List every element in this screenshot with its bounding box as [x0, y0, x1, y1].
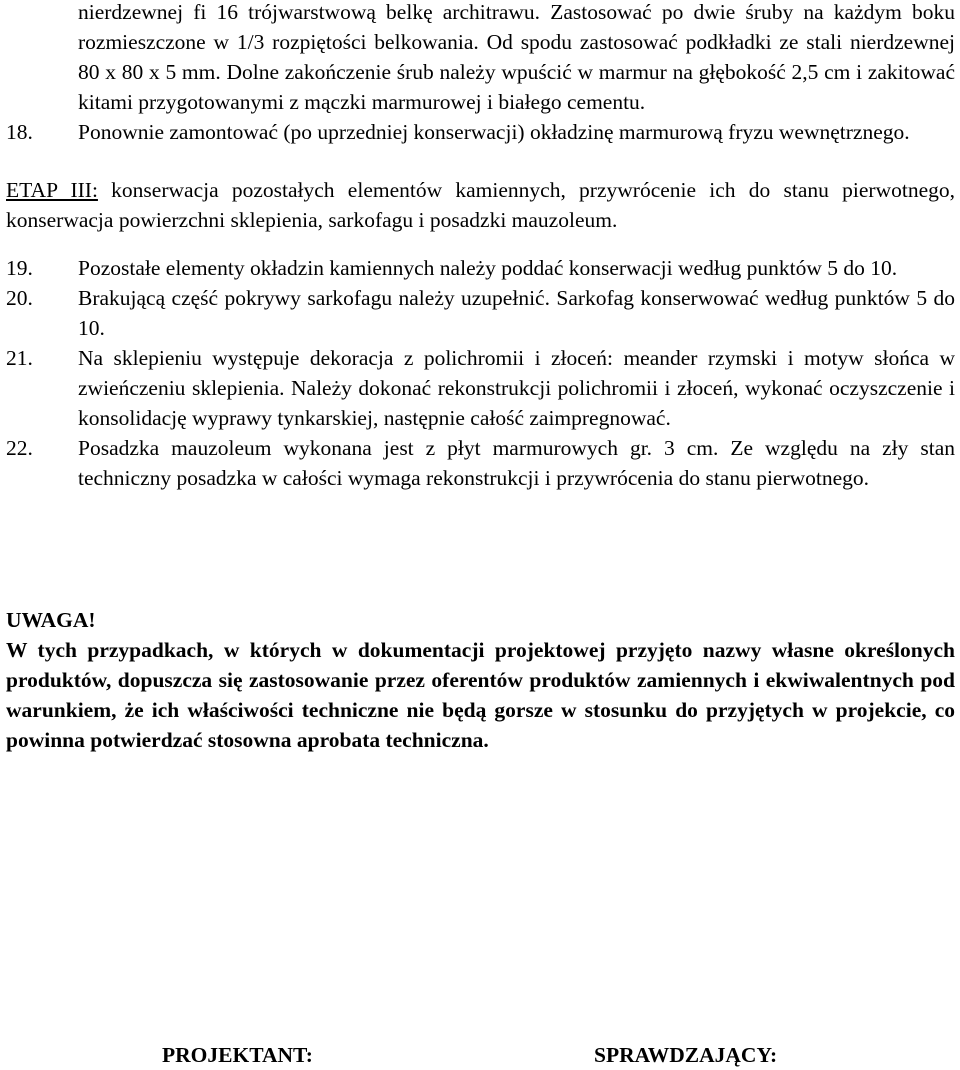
item-text: Na sklepieniu występuje dekoracja z polichromii i złoceń: meander rzymski i motyw słońca w zwieńczeniu sklepienia. Należy dokonać rekonstrukcji polichromii i złoceń, wykonać oczyszczenie i konsolidację wyprawy tynkarskiej, następnie całość zaimpregnować.: [78, 346, 955, 430]
item-number: 18.: [6, 120, 33, 144]
item-number: 22.: [6, 436, 33, 460]
signature-checker-label: SPRAWDZAJĄCY:: [594, 1043, 778, 1067]
list-item-20: [6, 283, 955, 343]
item-number: 21.: [6, 346, 33, 370]
item-text: Posadzka mauzoleum wykonana jest z płyt marmurowych gr. 3 cm. Ze względu na zły stan techniczny posadzka w całości wymaga rekonstrukcji i przywrócenia do stanu pierwotnego.: [78, 436, 955, 490]
etap-text: konserwacja pozostałych elementów kamiennych, przywrócenie ich do stanu pierwotnego, konserwacja powierzchni sklepienia, sarkofagu i posadzki mauzoleum.: [6, 178, 956, 232]
signature-designer-label: PROJEKTANT:: [162, 1043, 313, 1067]
item-17-continuation: nierdzewnej fi 16 trójwarstwową belkę architrawu. Zastosować po dwie śruby na każdym boku rozmieszczone w 1/3 rozpiętości belkowania. Od spodu zastosować podkładki ze stali nierdzewnej 80 x 80 x 5 mm. Dolne zakończenie śrub należy wpuścić w marmur na głębokość 2,5 cm i zakitować kitami przygotowanymi z mączki marmurowej i białego cementu.: [78, 0, 955, 114]
note-body: W tych przypadkach, w których w dokumentacji projektowej przyjęto nazwy własne określonych produktów, dopuszcza się zastosowanie przez oferentów produktów zamiennych i ekwiwalentnych pod warunkiem, że ich właściwości techniczne nie będą gorsze w stosunku do przyjętych w projekcie, co powinna potwierdzać stosowna aprobata techniczna.: [6, 638, 955, 752]
item-text: Brakującą część pokrywy sarkofagu należy uzupełnić. Sarkofag konserwować według punktów 5 do 10.: [78, 286, 955, 340]
item-number: 20.: [6, 286, 33, 310]
item-text: Pozostałe elementy okładzin kamiennych należy poddać konserwacji według punktów 5 do 10.: [78, 256, 898, 280]
list-item-18: [6, 117, 955, 147]
list-item-21: [6, 343, 955, 433]
item-text: Ponownie zamontować (po uprzedniej konserwacji) okładzinę marmurową fryzu wewnętrznego.: [78, 120, 910, 144]
item-number: 19.: [6, 256, 33, 280]
etap-heading-paragraph: [6, 175, 955, 235]
etap-label: ETAP III:: [6, 178, 98, 202]
note-title: UWAGA!: [6, 608, 96, 632]
document-page: [6, 0, 955, 755]
list-item-22: [6, 433, 955, 493]
list-item-19: [6, 253, 955, 283]
etap-items-list: [6, 253, 955, 493]
